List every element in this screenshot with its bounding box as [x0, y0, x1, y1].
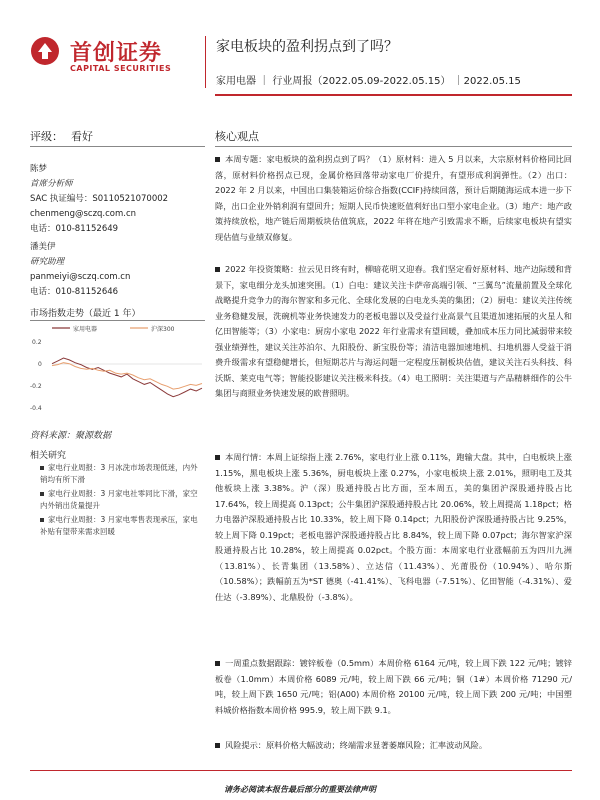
analyst-name: 潘美伊 — [30, 242, 56, 252]
y-tick-label: 0.2 — [32, 339, 42, 346]
paragraph-risk: 风险提示：原料价格大幅波动；终端需求显著萎靡风险；汇率波动风险。 — [215, 738, 572, 754]
analyst-card — [30, 240, 200, 300]
core-rule — [215, 146, 572, 147]
analyst-name: 陈梦 — [30, 164, 48, 174]
legend-label-appliance: 家用电器 — [73, 326, 98, 333]
paragraph-strategy: 2022 年投资策略：拉云见日终有时，柳暗花明又迎春。我们坚定看好原材料、地产边际缓和背景下，家电细分龙头加速突围。（1）白电：建议关注卡萨帝高端引领、“三翼鸟”流量前置及全球化战略提升竞争力的海尔智家和多元化、全球化发展的白电龙头美的集团；（2）厨电：建议关注传统业务稳健发展，洗碗机等业务快速发力的老板电器以及受益行业高景气且渠道加速拓展的火星人和亿田智能等；（3）小家电：厨房小家电 2022 年行业需求有望回暖，叠加成本压力同比减弱带来较强业绩弹性，建议关注苏泊尔、九阳股份、新宝股份等；清洁电器加速地机、扫地机器人受益于消费升级需求有望稳健增长，但短期芯片与海运问题一定程度压制板块估值，建议关注石头科技、科沃斯、莱克电气等；智能投影建议关注极米科技。（4）电工照明：关注渠道与产品精耕细作的公牛集团与商照业务快速发展的欧普照明。 — [215, 264, 572, 398]
y-tick-label: 0 — [38, 361, 42, 368]
rating — [30, 128, 93, 144]
bullet-icon — [215, 267, 220, 272]
paragraph-data: 一周重点数据跟踪：镀锌板卷（0.5mm）本周价格 6164 元/吨，较上周下跌 122 元/吨；镀锌板卷（1.0mm）本周价格 6089 元/吨，较上周下跌 66 元/吨；铜（1#）本周价格 71290 元/吨，较上周下跌 1650 元/吨；铝(A00) 本周价格 20100 元/吨，较上周下跌 200 元/吨；中国塑料城价格指数本周价格 995.9，较上周下跌 9.1。 — [215, 658, 572, 715]
header-divider — [205, 36, 206, 88]
footer-rule — [30, 770, 572, 771]
chart-rule — [30, 320, 205, 321]
core-views-title: 核心观点 — [215, 130, 259, 143]
analyst-phone: 电话：010-81152649 — [30, 224, 119, 234]
y-tick-label: -0.4 — [30, 405, 42, 412]
market-index-chart — [30, 322, 205, 420]
chart-source: 资料来源：聚源数据 — [30, 431, 112, 441]
brand-name-cn: 首创证券 — [70, 41, 163, 66]
chart-title: 市场指数走势（最近 1 年） — [30, 309, 141, 319]
bullet-icon — [40, 466, 44, 470]
related-item[interactable]: 家电行业周报：3 月家电社零同比下滑，家空内外销出货量提升 — [40, 489, 198, 510]
bullet-icon — [215, 661, 220, 666]
header-rule — [215, 94, 572, 96]
analyst-email[interactable]: panmeiyi@sczq.com.cn — [30, 272, 131, 282]
analyst-email[interactable]: chenmeng@sczq.com.cn — [30, 209, 137, 219]
paragraph-market: 本周行情：本周上证综指上涨 2.76%，家电行业上涨 0.11%，跑输大盘。其中，白电板块上涨 1.15%，黑电板块上涨 5.36%，厨电板块上涨 0.27%，小家电板块上涨 2.01%，照明电工及其他板块上涨 3.38%。沪（深）股通持股占比方面，至本周五，美的集团沪深股通持股占比 17.64%，较上周提高 0.13pct；公牛集团沪深股通持股占比 20.06%，较上周提高 1.18pct；格力电器沪深股通持股占比 10.33%，较上周下降 0.14pct；九阳股份沪深股通持股占比 9.25%，较上周下降 0.19pct；老板电器沪深股通持股占比 8.84%，较上周下降 0.07pct；海尔智家沪深股通持股占比 10.28%，较上周提高 0.02pct。个股方面：本周家电行业涨幅前五为四川九洲（13.81%）、长青集团（13.58%）、立达信（11.43%）、光莆股份（10.94%）、哈尔斯（10.58%）；跌幅前五为*ST 德奥（-41.41%）、飞科电器（-7.51%）、亿田智能（-4.31%）、爱仕达（-3.89%）、北鼎股份（-3.8%）。 — [215, 452, 572, 602]
legal-notice: 请务必阅读本报告最后部分的重要法律声明 — [224, 785, 376, 794]
analyst-card — [30, 162, 200, 237]
company-logo-icon — [30, 36, 60, 66]
analyst-role: 研究助理 — [30, 257, 65, 267]
rating-value: 看好 — [71, 130, 93, 143]
bullet-icon — [40, 492, 44, 496]
report-subtitle: 家用电器 ｜ 行业周报（2022.05.09-2022.05.15） ｜2022.05.15 — [216, 76, 521, 87]
legend-label-csi300: 沪深300 — [151, 326, 175, 333]
bullet-icon — [40, 518, 44, 522]
related-research-title: 相关研究 — [30, 451, 67, 461]
rating-label: 评级： — [30, 130, 63, 143]
analyst-license: SAC 执证编号：S0110521070002 — [30, 194, 169, 204]
bullet-icon — [215, 157, 220, 162]
analyst-phone: 电话：010-81152646 — [30, 287, 119, 297]
y-tick-label: -0.2 — [30, 383, 42, 390]
related-item[interactable]: 家电行业周报：3 月家电零售表现承压，家电补贴有望带来需求回暖 — [40, 515, 198, 536]
report-title: 家电板块的盈利拐点到了吗？ — [216, 39, 398, 55]
brand-name-en: CAPITAL SECURITIES — [70, 64, 172, 73]
bullet-icon — [215, 743, 220, 748]
bullet-icon — [215, 455, 220, 460]
rating-rule — [30, 146, 205, 147]
related-item[interactable]: 家电行业周报：3 月冰洗市场表现低迷，内外销均有所下滑 — [40, 463, 198, 484]
paragraph-topic: 本周专题：家电板块的盈利拐点到了吗？（1）原材料：进入 5 月以来，大宗原材料价格同比回落，原材料价格拐点已现，金属价格回落带动家电厂价提升，有望形成利润弹性。（2）出口：2022 年 2 月以来，中国出口集装箱运价综合指数(CCIF)持续回落，预计后期随海运成本进一步下降，出口企业外销利润有望回升；短期人民币快速贬值利好出口型小家电企业。（3）地产：地产政策持续放松，地产链后周期板块估值筑底，2022 年将在地产引致需求不断，后续家电板块有望实现估值与业绩双修复。 — [215, 154, 572, 242]
analyst-role: 首席分析师 — [30, 179, 73, 189]
